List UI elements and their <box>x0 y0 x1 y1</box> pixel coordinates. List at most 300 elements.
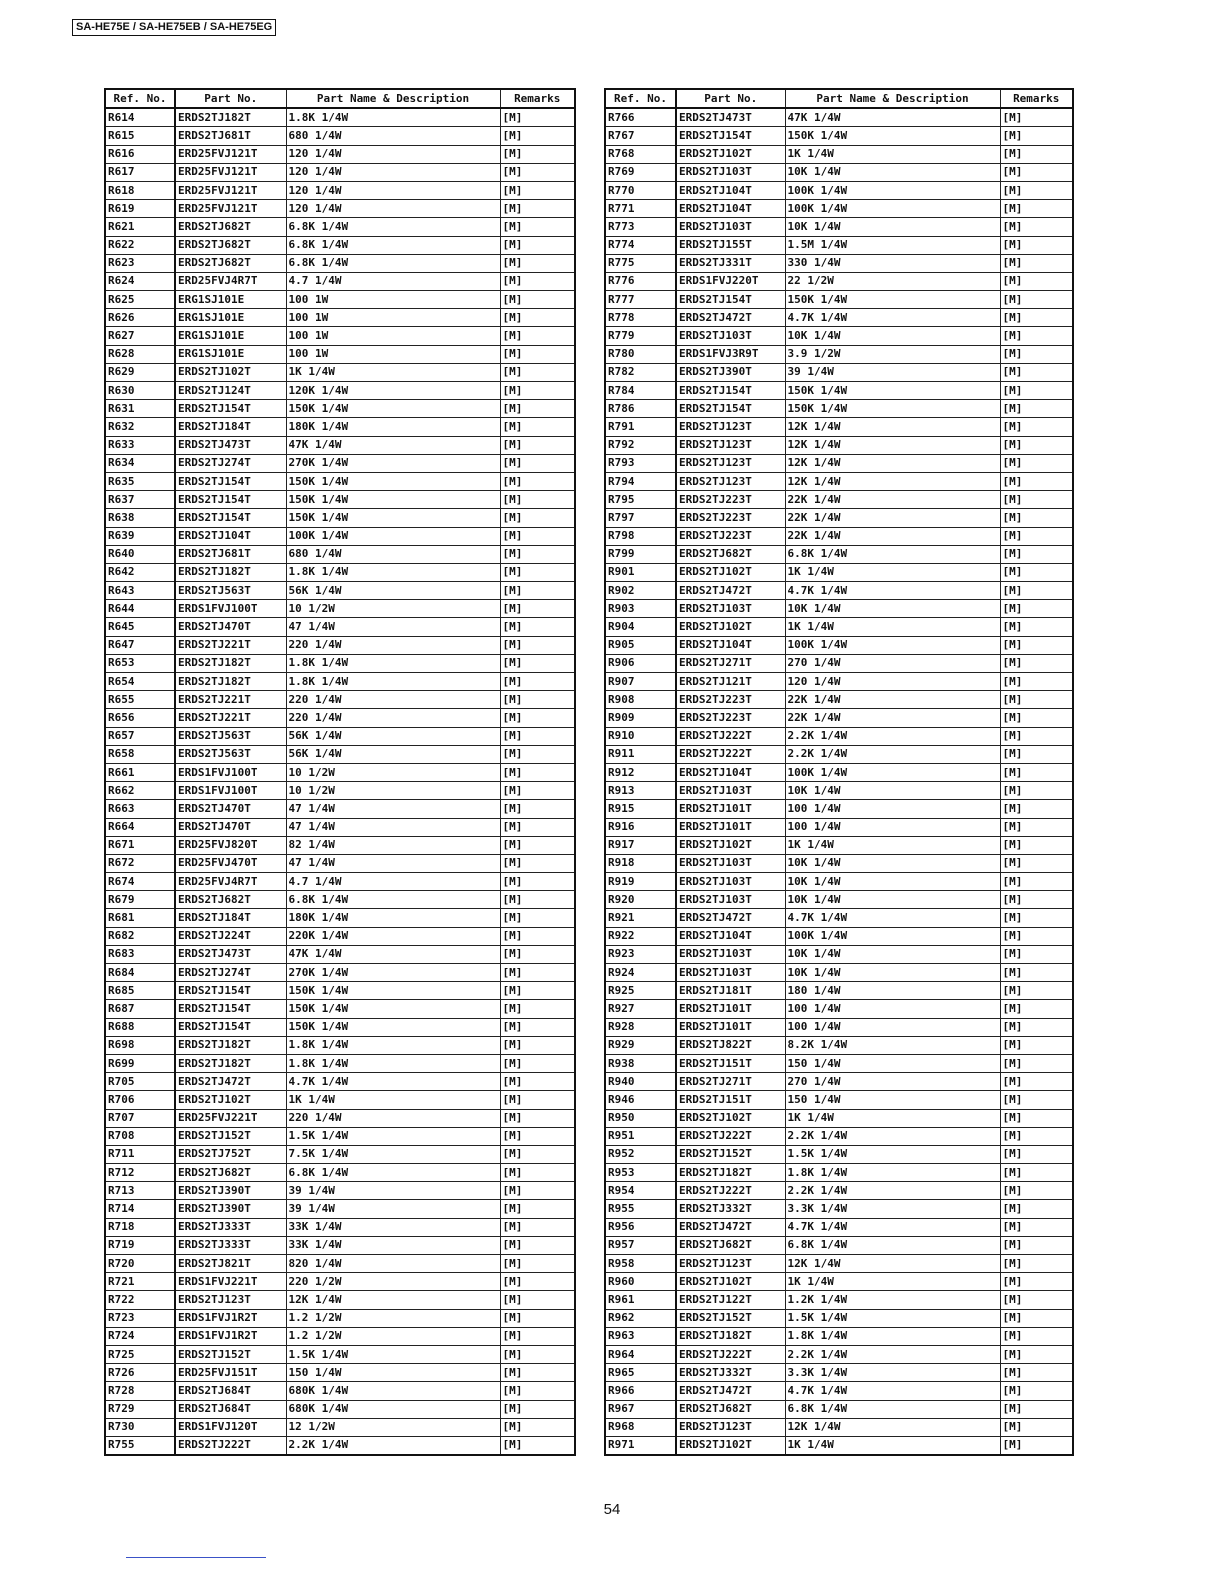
remarks-cell: [M] <box>1000 982 1073 1000</box>
table-row <box>605 673 1073 691</box>
table-row <box>605 382 1073 400</box>
ref-no-cell: R722 <box>105 1291 175 1309</box>
remarks-cell: [M] <box>1000 436 1073 454</box>
ref-no-cell: R952 <box>605 1145 676 1163</box>
remarks-cell: [M] <box>500 127 575 145</box>
remarks-cell: [M] <box>1000 1182 1073 1200</box>
part-no-cell: ERDS2TJ333T <box>175 1218 286 1236</box>
remarks-cell: [M] <box>500 563 575 581</box>
remarks-cell: [M] <box>1000 1309 1073 1327</box>
description-cell: 220 1/2W <box>286 1273 500 1291</box>
ref-no-cell: R768 <box>605 145 676 163</box>
ref-no-cell: R687 <box>105 1000 175 1018</box>
ref-no-cell: R685 <box>105 982 175 1000</box>
description-cell: 6.8K 1/4W <box>785 1400 1000 1418</box>
part-no-cell: ERDS2TJ104T <box>175 527 286 545</box>
part-no-cell: ERDS2TJ123T <box>676 1418 785 1436</box>
remarks-cell: [M] <box>1000 491 1073 509</box>
table-row <box>605 127 1073 145</box>
part-no-cell: ERDS2TJ473T <box>175 436 286 454</box>
ref-no-cell: R971 <box>605 1436 676 1455</box>
remarks-cell: [M] <box>500 527 575 545</box>
table-row <box>605 927 1073 945</box>
part-no-cell: ERDS2TJ103T <box>676 891 785 909</box>
ref-no-cell: R682 <box>105 927 175 945</box>
table-row <box>605 309 1073 327</box>
description-cell: 1K 1/4W <box>286 1091 500 1109</box>
part-no-cell: ERDS2TJ154T <box>175 472 286 490</box>
ref-no-cell: R946 <box>605 1091 676 1109</box>
remarks-cell: [M] <box>1000 418 1073 436</box>
table-row <box>105 1418 575 1436</box>
description-cell: 8.2K 1/4W <box>785 1036 1000 1054</box>
remarks-cell: [M] <box>500 1291 575 1309</box>
description-cell: 6.8K 1/4W <box>286 1164 500 1182</box>
table-row <box>605 509 1073 527</box>
description-cell: 120 1/4W <box>286 145 500 163</box>
remarks-cell: [M] <box>1000 454 1073 472</box>
remarks-cell: [M] <box>1000 1018 1073 1036</box>
remarks-cell: [M] <box>1000 563 1073 581</box>
remarks-cell: [M] <box>1000 927 1073 945</box>
description-cell: 10 1/2W <box>286 600 500 618</box>
remarks-cell: [M] <box>500 982 575 1000</box>
table-header-row <box>105 89 575 108</box>
remarks-cell: [M] <box>500 1018 575 1036</box>
table-row <box>605 327 1073 345</box>
table-row <box>105 563 575 581</box>
remarks-cell: [M] <box>500 1400 575 1418</box>
table-row <box>605 800 1073 818</box>
table-row <box>605 727 1073 745</box>
remarks-cell: [M] <box>500 1200 575 1218</box>
remarks-cell: [M] <box>1000 1164 1073 1182</box>
table-row <box>105 1164 575 1182</box>
table-row <box>605 1218 1073 1236</box>
ref-no-cell: R638 <box>105 509 175 527</box>
part-no-cell: ERDS2TJ152T <box>676 1145 785 1163</box>
part-no-cell: ERDS2TJ274T <box>175 454 286 472</box>
table-row <box>105 181 575 199</box>
table-row <box>605 181 1073 199</box>
table-row <box>105 618 575 636</box>
remarks-cell: [M] <box>1000 145 1073 163</box>
description-cell: 39 1/4W <box>286 1182 500 1200</box>
part-no-cell: ERDS2TJ154T <box>676 127 785 145</box>
table-row <box>605 1109 1073 1127</box>
part-no-cell: ERG1SJ101E <box>175 291 286 309</box>
remarks-cell: [M] <box>500 1218 575 1236</box>
description-cell: 4.7 1/4W <box>286 272 500 290</box>
description-cell: 10K 1/4W <box>785 782 1000 800</box>
col-header-part-no: Part No. <box>175 89 286 108</box>
part-no-cell: ERDS2TJ102T <box>676 145 785 163</box>
description-cell: 10K 1/4W <box>785 600 1000 618</box>
table-row <box>605 618 1073 636</box>
description-cell: 100K 1/4W <box>785 181 1000 199</box>
table-row <box>605 1345 1073 1363</box>
table-row <box>605 1054 1073 1072</box>
remarks-cell: [M] <box>1000 1255 1073 1273</box>
remarks-cell: [M] <box>500 1000 575 1018</box>
ref-no-cell: R927 <box>605 1000 676 1018</box>
table-row <box>605 1436 1073 1455</box>
table-row <box>605 582 1073 600</box>
ref-no-cell: R713 <box>105 1182 175 1200</box>
table-row <box>105 600 575 618</box>
table-row <box>105 200 575 218</box>
table-row <box>105 782 575 800</box>
ref-no-cell: R951 <box>605 1127 676 1145</box>
ref-no-cell: R902 <box>605 582 676 600</box>
remarks-cell: [M] <box>500 1345 575 1363</box>
remarks-cell: [M] <box>1000 1127 1073 1145</box>
part-no-cell: ERDS2TJ101T <box>676 818 785 836</box>
description-cell: 47K 1/4W <box>286 945 500 963</box>
remarks-cell: [M] <box>500 1327 575 1345</box>
description-cell: 1.8K 1/4W <box>286 654 500 672</box>
description-cell: 100K 1/4W <box>785 927 1000 945</box>
table-row <box>105 1436 575 1455</box>
remarks-cell: [M] <box>500 1436 575 1455</box>
part-no-cell: ERDS2TJ102T <box>676 1273 785 1291</box>
table-row <box>605 1127 1073 1145</box>
description-cell: 6.8K 1/4W <box>286 236 500 254</box>
description-cell: 2.2K 1/4W <box>785 1127 1000 1145</box>
table-row <box>105 472 575 490</box>
remarks-cell: [M] <box>500 108 575 127</box>
description-cell: 270 1/4W <box>785 654 1000 672</box>
description-cell: 270K 1/4W <box>286 454 500 472</box>
remarks-cell: [M] <box>1000 527 1073 545</box>
description-cell: 6.8K 1/4W <box>286 218 500 236</box>
table-row <box>105 1127 575 1145</box>
table-row <box>105 327 575 345</box>
description-cell: 150 1/4W <box>785 1091 1000 1109</box>
table-row <box>605 1273 1073 1291</box>
part-no-cell: ERDS2TJ221T <box>175 709 286 727</box>
part-no-cell: ERDS2TJ472T <box>676 1382 785 1400</box>
description-cell: 56K 1/4W <box>286 727 500 745</box>
description-cell: 22K 1/4W <box>785 691 1000 709</box>
remarks-cell: [M] <box>500 636 575 654</box>
part-no-cell: ERDS2TJ684T <box>175 1382 286 1400</box>
description-cell: 2.2K 1/4W <box>785 1345 1000 1363</box>
part-no-cell: ERDS2TJ102T <box>676 618 785 636</box>
description-cell: 6.8K 1/4W <box>785 545 1000 563</box>
ref-no-cell: R791 <box>605 418 676 436</box>
remarks-cell: [M] <box>1000 818 1073 836</box>
ref-no-cell: R913 <box>605 782 676 800</box>
remarks-cell: [M] <box>1000 1418 1073 1436</box>
part-no-cell: ERDS2TJ223T <box>676 527 785 545</box>
ref-no-cell: R918 <box>605 854 676 872</box>
ref-no-cell: R964 <box>605 1345 676 1363</box>
remarks-cell: [M] <box>1000 108 1073 127</box>
ref-no-cell: R798 <box>605 527 676 545</box>
description-cell: 12K 1/4W <box>286 1291 500 1309</box>
description-cell: 1K 1/4W <box>785 145 1000 163</box>
ref-no-cell: R958 <box>605 1255 676 1273</box>
table-row <box>105 1345 575 1363</box>
table-row <box>605 1364 1073 1382</box>
part-no-cell: ERDS2TJ151T <box>676 1091 785 1109</box>
description-cell: 1.2K 1/4W <box>785 1291 1000 1309</box>
remarks-cell: [M] <box>500 927 575 945</box>
ref-no-cell: R616 <box>105 145 175 163</box>
part-no-cell: ERDS2TJ155T <box>676 236 785 254</box>
remarks-cell: [M] <box>500 436 575 454</box>
part-no-cell: ERDS2TJ102T <box>676 1436 785 1455</box>
description-cell: 150K 1/4W <box>785 400 1000 418</box>
ref-no-cell: R663 <box>105 800 175 818</box>
remarks-cell: [M] <box>500 363 575 381</box>
remarks-cell: [M] <box>500 691 575 709</box>
description-cell: 1.5M 1/4W <box>785 236 1000 254</box>
part-no-cell: ERDS2TJ182T <box>175 654 286 672</box>
description-cell: 12K 1/4W <box>785 1418 1000 1436</box>
remarks-cell: [M] <box>1000 1291 1073 1309</box>
description-cell: 33K 1/4W <box>286 1218 500 1236</box>
ref-no-cell: R963 <box>605 1327 676 1345</box>
description-cell: 3.3K 1/4W <box>785 1200 1000 1218</box>
part-no-cell: ERDS1FVJ220T <box>676 272 785 290</box>
part-no-cell: ERDS2TJ182T <box>175 563 286 581</box>
parts-table-right <box>604 88 1074 1456</box>
description-cell: 150K 1/4W <box>785 291 1000 309</box>
ref-no-cell: R916 <box>605 818 676 836</box>
remarks-cell: [M] <box>1000 254 1073 272</box>
remarks-cell: [M] <box>500 254 575 272</box>
part-no-cell: ERDS2TJ103T <box>676 600 785 618</box>
part-no-cell: ERDS2TJ154T <box>676 291 785 309</box>
ref-no-cell: R726 <box>105 1364 175 1382</box>
ref-no-cell: R629 <box>105 363 175 381</box>
ref-no-cell: R766 <box>605 108 676 127</box>
description-cell: 1.5K 1/4W <box>785 1145 1000 1163</box>
remarks-cell: [M] <box>1000 1145 1073 1163</box>
ref-no-cell: R662 <box>105 782 175 800</box>
ref-no-cell: R910 <box>605 727 676 745</box>
remarks-cell: [M] <box>500 709 575 727</box>
table-row <box>105 1091 575 1109</box>
ref-no-cell: R632 <box>105 418 175 436</box>
part-no-cell: ERDS2TJ682T <box>175 236 286 254</box>
description-cell: 220 1/4W <box>286 636 500 654</box>
remarks-cell: [M] <box>1000 400 1073 418</box>
description-cell: 4.7K 1/4W <box>785 909 1000 927</box>
description-cell: 100 1W <box>286 291 500 309</box>
ref-no-cell: R645 <box>105 618 175 636</box>
table-row <box>105 436 575 454</box>
remarks-cell: [M] <box>500 964 575 982</box>
ref-no-cell: R635 <box>105 472 175 490</box>
part-no-cell: ERDS2TJ222T <box>175 1436 286 1455</box>
description-cell: 1.8K 1/4W <box>286 673 500 691</box>
description-cell: 39 1/4W <box>286 1200 500 1218</box>
table-row <box>105 763 575 781</box>
remarks-cell: [M] <box>500 345 575 363</box>
table-row <box>605 491 1073 509</box>
ref-no-cell: R922 <box>605 927 676 945</box>
ref-no-cell: R908 <box>605 691 676 709</box>
ref-no-cell: R755 <box>105 1436 175 1455</box>
description-cell: 6.8K 1/4W <box>286 891 500 909</box>
description-cell: 100K 1/4W <box>785 763 1000 781</box>
ref-no-cell: R647 <box>105 636 175 654</box>
ref-no-cell: R633 <box>105 436 175 454</box>
page-number: 54 <box>603 1501 621 1518</box>
table-row <box>105 491 575 509</box>
description-cell: 1.2 1/2W <box>286 1327 500 1345</box>
remarks-cell: [M] <box>1000 709 1073 727</box>
table-row <box>105 1236 575 1254</box>
remarks-cell: [M] <box>500 454 575 472</box>
table-row <box>605 873 1073 891</box>
table-row <box>105 1200 575 1218</box>
description-cell: 56K 1/4W <box>286 745 500 763</box>
ref-no-cell: R795 <box>605 491 676 509</box>
part-no-cell: ERDS2TJ221T <box>175 691 286 709</box>
ref-no-cell: R901 <box>605 563 676 581</box>
part-no-cell: ERDS2TJ184T <box>175 909 286 927</box>
remarks-cell: [M] <box>1000 873 1073 891</box>
part-no-cell: ERDS2TJ102T <box>676 1109 785 1127</box>
description-cell: 1K 1/4W <box>785 836 1000 854</box>
part-no-cell: ERDS2TJ101T <box>676 1000 785 1018</box>
description-cell: 2.2K 1/4W <box>286 1436 500 1455</box>
part-no-cell: ERDS2TJ104T <box>676 181 785 199</box>
description-cell: 1.5K 1/4W <box>286 1127 500 1145</box>
part-no-cell: ERDS2TJ224T <box>175 927 286 945</box>
description-cell: 12K 1/4W <box>785 454 1000 472</box>
part-no-cell: ERDS2TJ104T <box>676 200 785 218</box>
ref-no-cell: R706 <box>105 1091 175 1109</box>
ref-no-cell: R780 <box>605 345 676 363</box>
table-row <box>605 691 1073 709</box>
description-cell: 180K 1/4W <box>286 418 500 436</box>
part-no-cell: ERDS2TJ332T <box>676 1200 785 1218</box>
table-row <box>605 891 1073 909</box>
part-no-cell: ERDS2TJ470T <box>175 618 286 636</box>
part-no-cell: ERDS2TJ274T <box>175 964 286 982</box>
ref-no-cell: R624 <box>105 272 175 290</box>
ref-no-cell: R903 <box>605 600 676 618</box>
part-no-cell: ERDS2TJ682T <box>175 891 286 909</box>
description-cell: 120 1/4W <box>286 163 500 181</box>
remarks-cell: [M] <box>1000 691 1073 709</box>
description-cell: 1.8K 1/4W <box>286 1054 500 1072</box>
table-row <box>605 1018 1073 1036</box>
ref-no-cell: R912 <box>605 763 676 781</box>
description-cell: 150K 1/4W <box>286 1018 500 1036</box>
ref-no-cell: R628 <box>105 345 175 363</box>
description-cell: 270 1/4W <box>785 1073 1000 1091</box>
part-no-cell: ERDS2TJ222T <box>676 727 785 745</box>
description-cell: 150K 1/4W <box>785 127 1000 145</box>
col-header-remarks: Remarks <box>500 89 575 108</box>
table-row <box>605 345 1073 363</box>
description-cell: 4.7K 1/4W <box>785 309 1000 327</box>
part-no-cell: ERDS2TJ102T <box>175 363 286 381</box>
part-no-cell: ERD25FVJ470T <box>175 854 286 872</box>
ref-no-cell: R714 <box>105 1200 175 1218</box>
table-row <box>105 418 575 436</box>
remarks-cell: [M] <box>500 854 575 872</box>
ref-no-cell: R905 <box>605 636 676 654</box>
part-no-cell: ERD25FVJ820T <box>175 836 286 854</box>
table-row <box>605 1309 1073 1327</box>
table-row <box>605 108 1073 127</box>
description-cell: 1.8K 1/4W <box>785 1327 1000 1345</box>
part-no-cell: ERDS2TJ682T <box>676 545 785 563</box>
part-no-cell: ERDS2TJ123T <box>676 472 785 490</box>
description-cell: 100 1W <box>286 345 500 363</box>
part-no-cell: ERDS2TJ682T <box>175 254 286 272</box>
table-row <box>105 836 575 854</box>
remarks-cell: [M] <box>1000 1236 1073 1254</box>
remarks-cell: [M] <box>500 600 575 618</box>
table-row <box>105 1182 575 1200</box>
description-cell: 100K 1/4W <box>785 636 1000 654</box>
description-cell: 150K 1/4W <box>286 1000 500 1018</box>
description-cell: 150K 1/4W <box>286 472 500 490</box>
description-cell: 120K 1/4W <box>286 382 500 400</box>
remarks-cell: [M] <box>500 763 575 781</box>
ref-no-cell: R777 <box>605 291 676 309</box>
description-cell: 150K 1/4W <box>286 509 500 527</box>
description-cell: 1K 1/4W <box>785 563 1000 581</box>
table-row <box>105 236 575 254</box>
table-row <box>105 1036 575 1054</box>
ref-no-cell: R965 <box>605 1364 676 1382</box>
remarks-cell: [M] <box>500 163 575 181</box>
remarks-cell: [M] <box>1000 509 1073 527</box>
remarks-cell: [M] <box>1000 382 1073 400</box>
remarks-cell: [M] <box>1000 291 1073 309</box>
part-no-cell: ERDS2TJ103T <box>676 945 785 963</box>
remarks-cell: [M] <box>1000 345 1073 363</box>
part-no-cell: ERDS1FVJ221T <box>175 1273 286 1291</box>
description-cell: 1.8K 1/4W <box>286 563 500 581</box>
part-no-cell: ERDS2TJ102T <box>676 563 785 581</box>
remarks-cell: [M] <box>500 309 575 327</box>
remarks-cell: [M] <box>1000 545 1073 563</box>
remarks-cell: [M] <box>500 800 575 818</box>
description-cell: 100 1/4W <box>785 1000 1000 1018</box>
remarks-cell: [M] <box>1000 127 1073 145</box>
remarks-cell: [M] <box>1000 673 1073 691</box>
remarks-cell: [M] <box>500 218 575 236</box>
description-cell: 7.5K 1/4W <box>286 1145 500 1163</box>
remarks-cell: [M] <box>500 1309 575 1327</box>
table-row <box>105 909 575 927</box>
description-cell: 47K 1/4W <box>785 108 1000 127</box>
description-cell: 10K 1/4W <box>785 218 1000 236</box>
col-header-description: Part Name & Description <box>286 89 500 108</box>
description-cell: 100K 1/4W <box>286 527 500 545</box>
remarks-cell: [M] <box>500 181 575 199</box>
part-no-cell: ERDS2TJ122T <box>676 1291 785 1309</box>
part-no-cell: ERD25FVJ121T <box>175 181 286 199</box>
part-no-cell: ERDS2TJ472T <box>676 1218 785 1236</box>
remarks-cell: [M] <box>1000 582 1073 600</box>
part-no-cell: ERDS2TJ103T <box>676 854 785 872</box>
description-cell: 120 1/4W <box>286 200 500 218</box>
table-row <box>105 108 575 127</box>
remarks-cell: [M] <box>1000 1091 1073 1109</box>
remarks-cell: [M] <box>500 509 575 527</box>
